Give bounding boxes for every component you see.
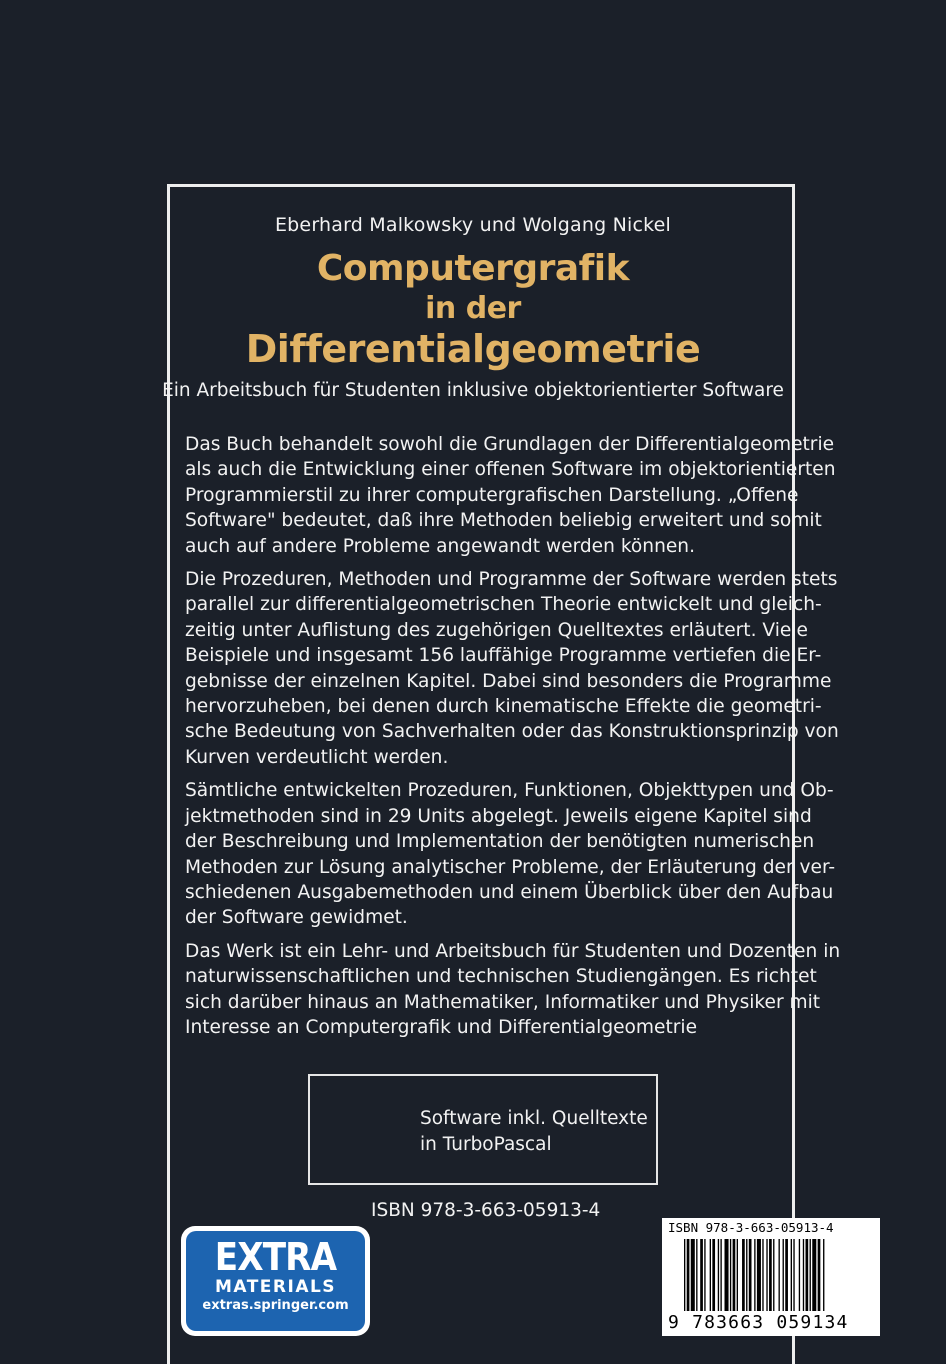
barcode-bar <box>718 1239 719 1311</box>
barcode-bar <box>823 1239 824 1311</box>
barcode-bar <box>769 1239 772 1311</box>
barcode-bar <box>725 1239 729 1311</box>
barcode-bar <box>742 1239 745 1311</box>
barcode-bar <box>687 1239 690 1311</box>
barcode-bar <box>733 1239 736 1311</box>
isbn-text: ISBN 978-3-663-05913-4 <box>371 1200 601 1221</box>
paragraph <box>185 939 841 1041</box>
badge-materials-label: MATERIALS <box>214 1277 337 1297</box>
barcode-digits: 9 783663 059134 <box>668 1312 849 1333</box>
barcode-isbn-label: ISBN 978-3-663-05913-4 <box>668 1220 834 1235</box>
software-info-text <box>420 1106 648 1158</box>
barcode-bars <box>684 1239 872 1319</box>
barcode-bar <box>766 1239 767 1311</box>
paragraph-line: sich darüber hinaus an Mathematiker, Informatiker und Physiker mit <box>185 991 821 1013</box>
barcode-bar <box>793 1239 794 1311</box>
paragraph-line: Die Prozeduren, Methoden und Programme der Software werden stets <box>185 569 838 591</box>
barcode-bar <box>749 1239 752 1311</box>
barcode-bar <box>691 1239 695 1311</box>
barcode <box>662 1218 880 1336</box>
barcode-bar <box>785 1239 788 1311</box>
software-info-box <box>308 1074 658 1185</box>
paragraph-line: Methoden zur Lösung analytischer Probleme, der Erläuterung der ver- <box>185 856 836 878</box>
paragraph-line: hervorzuheben, bei denen durch kinematische Effekte die geometri- <box>185 696 822 718</box>
barcode-bar <box>791 1239 792 1311</box>
extra-materials-badge[interactable] <box>181 1226 370 1336</box>
barcode-bar <box>757 1239 761 1311</box>
paragraph <box>185 778 836 930</box>
barcode-bar <box>754 1239 755 1311</box>
barcode-bar <box>806 1239 809 1311</box>
paragraph-line: sche Bedeutung von Sachverhalten oder das Konstruktionsprinzip von <box>185 721 839 743</box>
paragraph-line: gebnisse der einzelnen Kapitel. Dabei sind besonders die Programme <box>185 670 832 692</box>
barcode-bar <box>803 1239 804 1311</box>
barcode-bar <box>762 1239 763 1311</box>
barcode-bar <box>696 1239 697 1311</box>
barcode-bar <box>730 1239 731 1311</box>
paragraph-line: Das Werk ist ein Lehr- und Arbeitsbuch für Studenten und Dozenten in <box>185 940 841 962</box>
barcode-bar <box>810 1239 811 1311</box>
paragraph-line: der Beschreibung und Implementation der benötigten numerischen <box>185 831 815 853</box>
paragraph-line: Software" bedeutet, daß ihre Methoden beliebig erweitert und somit <box>185 510 822 532</box>
paragraph-line: zeitig unter Auflistung des zugehörigen Quelltextes erläutert. Viele <box>185 619 808 641</box>
software-line-2: in TurboPascal <box>420 1134 552 1155</box>
paragraph-line: als auch die Entwicklung einer offenen Software im objektorientierten <box>185 459 836 481</box>
description-text <box>185 432 841 1048</box>
paragraph-line: naturwissenschaftlichen und technischen Studiengängen. Es richtet <box>185 966 817 988</box>
software-line-1: Software inkl. Quelltexte <box>420 1108 648 1129</box>
barcode-bar <box>779 1239 780 1311</box>
barcode-bar <box>704 1239 705 1311</box>
barcode-bar <box>818 1239 821 1311</box>
paragraph-line: Sämtliche entwickelten Prozeduren, Funktionen, Objekttypen und Ob- <box>185 780 834 802</box>
barcode-bar <box>812 1239 816 1311</box>
barcode-bar <box>737 1239 738 1311</box>
subtitle: Ein Arbeitsbuch für Studenten inklusive objektorientierter Software <box>162 380 784 401</box>
barcode-bar <box>684 1239 685 1311</box>
paragraph-line: auch auf andere Probleme angewandt werden können. <box>185 535 696 557</box>
barcode-bar <box>783 1239 784 1311</box>
badge-extra-label: EXTRA <box>214 1235 337 1279</box>
authors: Eberhard Malkowsky und Wolgang Nickel <box>274 214 672 236</box>
barcode-bar <box>799 1239 800 1311</box>
paragraph-line: Kurven verdeutlicht werden. <box>185 746 449 768</box>
paragraph-line: Beispiele und insgesamt 156 lauffähige Programme vertiefen die Er- <box>185 645 822 667</box>
barcode-bar <box>773 1239 774 1311</box>
barcode-bar <box>746 1239 747 1311</box>
barcode-bar <box>700 1239 703 1311</box>
paragraph-line: schiedenen Ausgabemethoden und einem Überblick über den Aufbau <box>185 881 834 903</box>
paragraph <box>185 567 839 770</box>
paragraph <box>185 432 836 559</box>
badge-inner <box>186 1231 365 1331</box>
barcode-bar <box>712 1239 715 1311</box>
barcode-bar <box>710 1239 711 1311</box>
badge-url: extras.springer.com <box>202 1298 349 1313</box>
paragraph-line: parallel zur differentialgeometrischen Theorie entwickelt und gleich- <box>185 594 822 616</box>
paragraph-line: Interesse an Computergrafik und Differentialgeometrie <box>185 1016 698 1038</box>
title-line-2: in der <box>425 291 521 326</box>
title-line-1: Computergrafik <box>316 248 630 289</box>
paragraph-line: jektmethoden sind in 29 Units abgelegt. Jeweils eigene Kapitel sind <box>185 805 812 827</box>
paragraph-line: Das Buch behandelt sowohl die Grundlagen der Differentialgeometrie <box>185 434 835 455</box>
barcode-bar <box>720 1239 721 1311</box>
paragraph-line: der Software gewidmet. <box>185 907 408 929</box>
paragraph-line: Programmierstil zu ihrer computergrafischen Darstellung. „Offene <box>185 484 799 506</box>
title-line-3: Differentialgeometrie <box>245 327 701 371</box>
